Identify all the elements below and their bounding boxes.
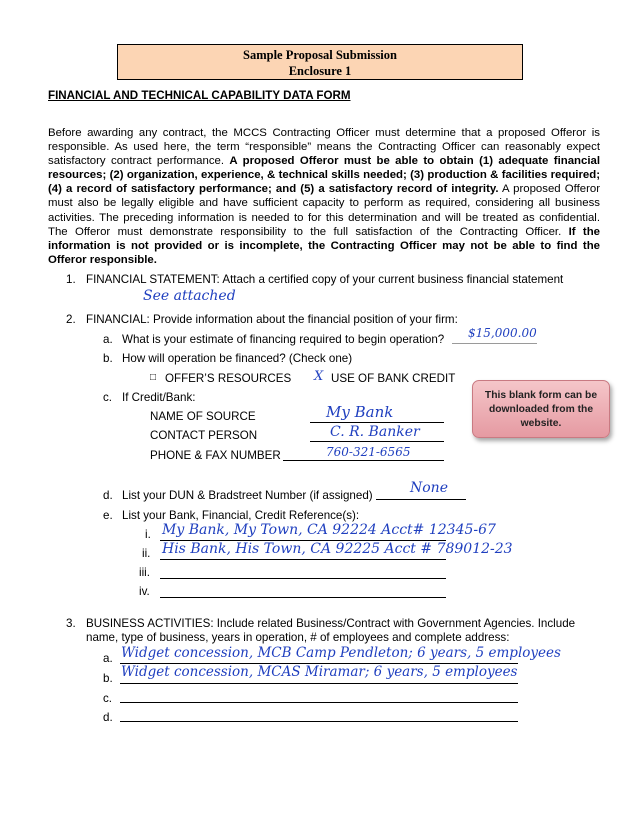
section-1-number: 1. — [66, 273, 76, 286]
activity-d-label: d. — [103, 711, 113, 724]
item-c-text: If Credit/Bank: — [122, 391, 196, 404]
offers-resources-label: OFFER’S RESOURCES — [165, 372, 292, 385]
section-2-text: FINANCIAL: Provide information about the financial position of your firm: — [86, 313, 458, 326]
section-2-number: 2. — [66, 313, 76, 326]
intro-bold-1: A proposed Offeror must be able to obtain (1) adequate financial resources; (2) organization, experience, & technical skills needed; (3) production & facilities required; (4) a record of satisfactory performance; and (5) a satisfactory record of integrity. — [48, 155, 600, 196]
section-3-text-2: name, type of business, years in operation, # of employees and complete address: — [86, 631, 510, 644]
item-c-label: c. — [103, 391, 113, 404]
reference-2-line — [160, 559, 446, 560]
activity-d-line[interactable] — [120, 721, 518, 722]
reference-3-line[interactable] — [160, 578, 446, 579]
intro-paragraph — [48, 126, 600, 267]
reference-1-value[interactable]: My Bank, My Town, CA 92224 Acct# 12345-67 — [162, 522, 496, 538]
item-a-label: a. — [103, 333, 113, 346]
contact-person-value[interactable]: C. R. Banker — [330, 424, 420, 440]
activity-c-label: c. — [103, 692, 113, 705]
item-a-text: What is your estimate of financing required to begin operation? — [122, 333, 445, 346]
contact-person-line — [310, 441, 444, 442]
form-title: FINANCIAL AND TECHNICAL CAPABILITY DATA FORM — [48, 89, 351, 102]
name-of-source-value[interactable]: My Bank — [326, 403, 394, 421]
header-title: Sample Proposal Submission — [243, 48, 397, 62]
header-subtitle: Enclosure 1 — [288, 64, 352, 78]
phone-fax-label: PHONE & FAX NUMBER — [150, 449, 281, 462]
offers-resources-checkbox[interactable]: □ — [150, 372, 157, 383]
reference-2-value[interactable]: His Bank, His Town, CA 92225 Acct # 789012-23 — [162, 541, 513, 557]
activity-c-line[interactable] — [120, 702, 518, 703]
item-b-text: How will operation be financed? (Check one) — [122, 352, 353, 365]
reference-3-label: iii. — [139, 566, 150, 579]
activity-a-label: a. — [103, 652, 113, 665]
item-d-label: d. — [103, 489, 113, 502]
phone-fax-line — [283, 460, 444, 461]
item-e-label: e. — [103, 509, 113, 522]
section-3-number: 3. — [66, 617, 76, 630]
reference-4-line[interactable] — [160, 597, 446, 598]
activity-b-line — [120, 683, 518, 684]
activity-a-value[interactable]: Widget concession, MCB Camp Pendleton; 6 years, 5 employees — [121, 645, 561, 661]
bank-credit-label: USE OF BANK CREDIT — [331, 372, 456, 385]
intro-text-2: A proposed Offeror must also be legally eligible and have sufficient capacity to perform as required, considering all business activities. The preceding information is needed to for this determination and will be treated as confidential. The Offeror must demonstrate responsibility to the full satisfaction of the Contracting Officer. — [48, 183, 600, 238]
reference-4-label: iv. — [139, 585, 150, 598]
activity-b-label: b. — [103, 672, 113, 685]
enclosure-header — [117, 44, 523, 80]
name-of-source-line — [310, 422, 444, 423]
intro-bold-2: If the information is not provided or is incomplete, the Contracting Officer may not be able to find the Offeror responsible. — [48, 225, 600, 266]
section-3-text-1: BUSINESS ACTIVITIES: Include related Business/Contract with Government Agencies. Include — [86, 617, 576, 630]
intro-text-1: Before awarding any contract, the MCCS Contracting Officer must determine that a proposed Offeror is responsible. As used here, the term “responsible” means the Contracting Officer can reasonably expect satisfactory contract performance. — [48, 127, 600, 168]
item-b-label: b. — [103, 352, 113, 365]
financial-statement-answer[interactable]: See attached — [143, 288, 236, 304]
financing-estimate-answer[interactable]: $15,000.00 — [468, 326, 537, 340]
reference-1-label: i. — [145, 528, 151, 541]
section-1-text: FINANCIAL STATEMENT: Attach a certified copy of your current business financial statement — [86, 273, 564, 286]
activity-b-value[interactable]: Widget concession, MCAS Miramar; 6 years, 5 employees — [121, 664, 518, 680]
duns-number-line — [376, 499, 466, 500]
duns-number-answer[interactable]: None — [410, 480, 448, 496]
contact-person-label: CONTACT PERSON — [150, 429, 258, 442]
phone-fax-value[interactable]: 760-321-6565 — [326, 445, 411, 459]
name-of-source-label: NAME OF SOURCE — [150, 410, 256, 423]
download-note-callout: This blank form can be downloaded from the website. — [472, 380, 610, 438]
item-d-text: List your DUN & Bradstreet Number (if assigned) — [122, 489, 373, 502]
financing-estimate-line — [452, 343, 537, 344]
item-e-text: List your Bank, Financial, Credit Reference(s): — [122, 509, 360, 522]
bank-credit-check-mark[interactable]: X — [314, 369, 324, 384]
reference-2-label: ii. — [142, 547, 151, 560]
